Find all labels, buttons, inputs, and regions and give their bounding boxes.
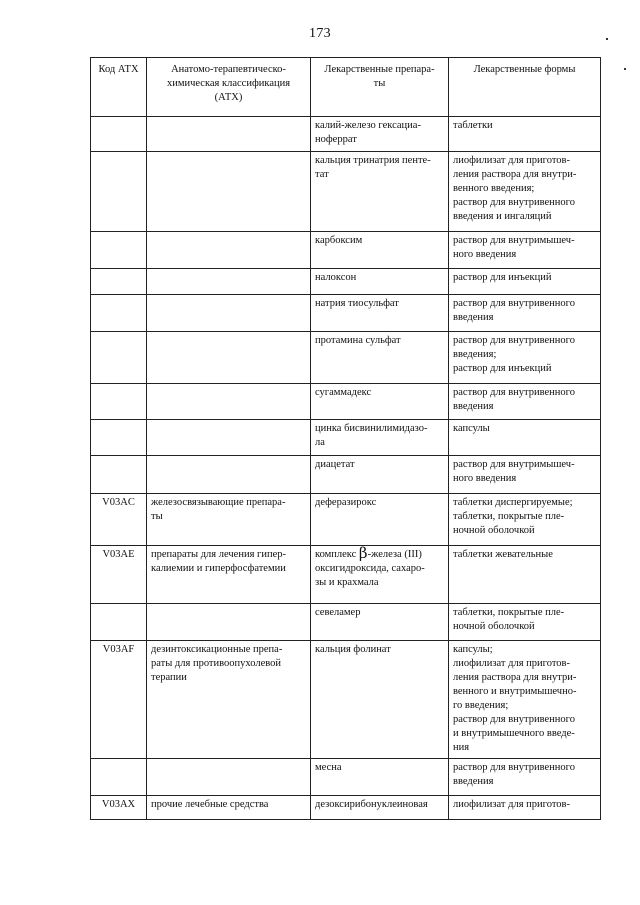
table-row (91, 546, 601, 604)
table-row (91, 456, 601, 494)
drug-cell: диацетат (311, 456, 449, 494)
classification-cell (147, 456, 311, 494)
classification-cell (147, 384, 311, 420)
form-cell: раствор для инъекций (449, 269, 601, 295)
drug-cell: сугаммадекс (311, 384, 449, 420)
form-cell: раствор для внутривенного введения (449, 759, 601, 796)
drug-cell: калий-железо гексациа- ноферрат (311, 117, 449, 152)
scan-mark (606, 38, 608, 40)
classification-cell (147, 232, 311, 269)
atc-code-cell: V03AX (91, 796, 147, 820)
classification-cell (147, 759, 311, 796)
table-row (91, 641, 601, 759)
atc-code-cell (91, 295, 147, 332)
drug-cell (311, 546, 449, 604)
table-row (91, 332, 601, 384)
drug-cell: севеламер (311, 604, 449, 641)
atc-code-cell (91, 269, 147, 295)
classification-cell (147, 332, 311, 384)
beta-symbol: β (358, 544, 368, 562)
drug-cell: кальция тринатрия пенте- тат (311, 152, 449, 232)
drug-cell: цинка бисвинилимидазо- ла (311, 420, 449, 456)
classification-cell: прочие лечебные средства (147, 796, 311, 820)
classification-cell (147, 152, 311, 232)
table-row (91, 494, 601, 546)
atc-code-cell: V03AF (91, 641, 147, 759)
table-row (91, 232, 601, 269)
form-cell: раствор для внутримышеч- ного введения (449, 456, 601, 494)
atc-code-cell: V03AE (91, 546, 147, 604)
form-cell: таблетки (449, 117, 601, 152)
drug-cell: кальция фолинат (311, 641, 449, 759)
table-row (91, 759, 601, 796)
form-cell: раствор для внутривенного введения; раствор для инъекций (449, 332, 601, 384)
atc-code-cell (91, 332, 147, 384)
form-cell: раствор для внутривенного введения (449, 384, 601, 420)
classification-cell: дезинтоксикационные препа- раты для противоопухолевой терапии (147, 641, 311, 759)
header-dosage-forms: Лекарственные формы (449, 58, 601, 117)
drug-cell: месна (311, 759, 449, 796)
classification-cell (147, 117, 311, 152)
table-row (91, 384, 601, 420)
atc-code-cell (91, 420, 147, 456)
drug-text-prefix: комплекс (315, 549, 359, 560)
form-cell: таблетки жевательные (449, 546, 601, 604)
table-row (91, 152, 601, 232)
atc-code-cell (91, 152, 147, 232)
form-cell: лиофилизат для приготов- (449, 796, 601, 820)
header-atc-classification: Анатомо-терапевтическо- химическая классификация (АТХ) (147, 58, 311, 117)
form-cell: раствор для внутривенного введения (449, 295, 601, 332)
drug-cell: карбоксим (311, 232, 449, 269)
table-row (91, 117, 601, 152)
classification-cell: препараты для лечения гипер- калиемии и гиперфосфатемии (147, 546, 311, 604)
atc-code-cell (91, 384, 147, 420)
form-cell: таблетки диспергируемые; таблетки, покрытые пле- ночной оболочкой (449, 494, 601, 546)
table-header-row (91, 58, 601, 117)
drug-text-rest: -железа (III) оксигидроксида, сахаро- зы и крахмала (315, 549, 425, 588)
atc-code-cell (91, 604, 147, 641)
header-atc-code: Код АТХ (91, 58, 147, 117)
drug-cell: протамина сульфат (311, 332, 449, 384)
atc-drug-table (90, 57, 601, 820)
classification-cell (147, 420, 311, 456)
atc-code-cell: V03AC (91, 494, 147, 546)
atc-code-cell (91, 759, 147, 796)
classification-cell: железосвязывающие препара- ты (147, 494, 311, 546)
classification-cell (147, 295, 311, 332)
table-row (91, 420, 601, 456)
form-cell: лиофилизат для приготов- ления раствора для внутри- венного введения; раствор для внутривенного введения и ингаляций (449, 152, 601, 232)
drug-cell: дезоксирибонуклеиновая (311, 796, 449, 820)
form-cell: капсулы; лиофилизат для приготов- ления раствора для внутри- венного и внутримышечно- го введения; раствор для внутривенного и внутримышечного введе- ния (449, 641, 601, 759)
drug-cell: деферазирокс (311, 494, 449, 546)
page-number: 173 (309, 26, 331, 41)
atc-code-cell (91, 456, 147, 494)
drug-cell: налоксон (311, 269, 449, 295)
form-cell: таблетки, покрытые пле- ночной оболочкой (449, 604, 601, 641)
classification-cell (147, 604, 311, 641)
scan-mark (624, 68, 626, 70)
table-row (91, 604, 601, 641)
table-row (91, 796, 601, 820)
table-row (91, 295, 601, 332)
header-drugs: Лекарственные препара- ты (311, 58, 449, 117)
form-cell: капсулы (449, 420, 601, 456)
table-row (91, 269, 601, 295)
atc-code-cell (91, 232, 147, 269)
drug-cell: натрия тиосульфат (311, 295, 449, 332)
atc-code-cell (91, 117, 147, 152)
form-cell: раствор для внутримышеч- ного введения (449, 232, 601, 269)
classification-cell (147, 269, 311, 295)
